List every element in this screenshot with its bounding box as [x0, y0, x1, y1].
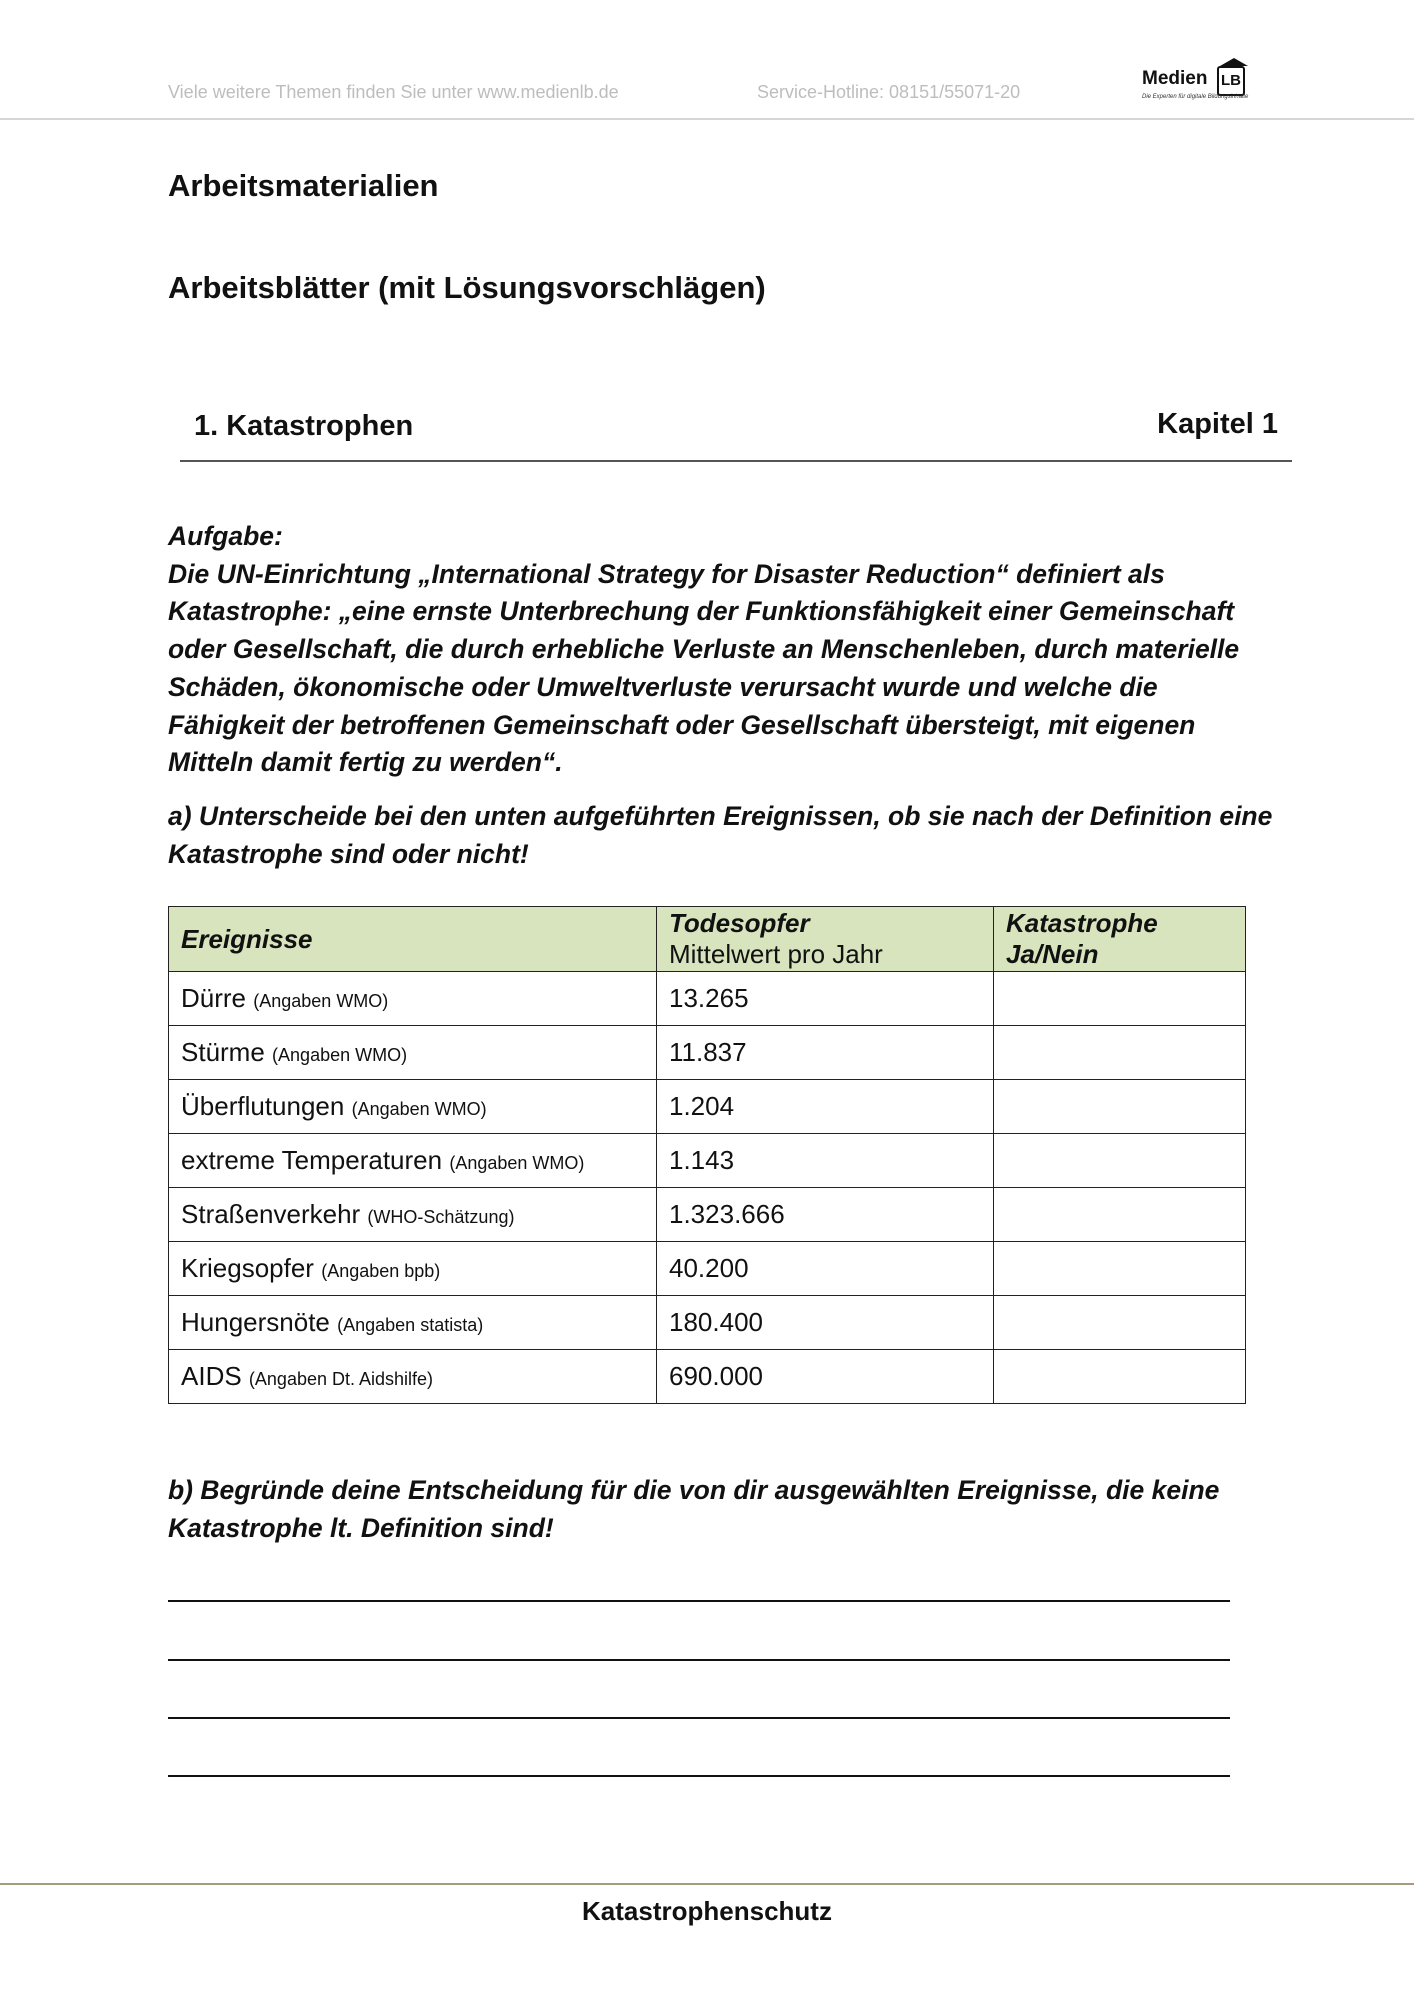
website-note: Viele weitere Themen finden Sie unter www.medienlb.de	[168, 82, 619, 102]
event-cell: Stürme (Angaben WMO)	[169, 1026, 657, 1080]
deaths-cell: 1.204	[657, 1080, 994, 1134]
event-cell: Überflutungen (Angaben WMO)	[169, 1080, 657, 1134]
deaths-cell: 1.323.666	[657, 1188, 994, 1242]
logo-wordmark: Medien	[1142, 68, 1208, 89]
page-title: Arbeitsmaterialien	[168, 168, 439, 203]
answer-cell[interactable]	[994, 972, 1246, 1026]
service-hotline: Service-Hotline: 08151/55071-20	[757, 82, 1021, 102]
medienlb-logo	[1140, 58, 1250, 108]
event-cell: Hungersnöte (Angaben statista)	[169, 1296, 657, 1350]
logo-badge: LB	[1217, 66, 1245, 96]
table-row	[169, 1242, 1246, 1296]
footer-title: Katastrophenschutz	[582, 1896, 832, 1926]
answer-cell[interactable]	[994, 1188, 1246, 1242]
table-header-row	[169, 907, 1246, 972]
table-row	[169, 1134, 1246, 1188]
graduation-cap-icon	[1220, 58, 1248, 66]
answer-cell[interactable]	[994, 1026, 1246, 1080]
chapter-bar	[180, 400, 1292, 462]
event-cell: Dürre (Angaben WMO)	[169, 972, 657, 1026]
logo-tagline: Die Experten für digitale Bildungsinhalte	[1142, 94, 1249, 100]
task-definition: Die UN-Einrichtung „International Strategy for Disaster Reduction“ definiert als Katastrophe: „eine ernste Unterbrechung der Funktionsfähigkeit einer Gemeinschaft oder Gesellschaft, die durch erhebliche Verluste an Menschenleben, durch materielle Schäden, ökonomische oder Umweltverluste verursacht wurde und welche die Fähigkeit der betroffenen Gemeinschaft oder Gesellschaft übersteigt, mit eigenen Mitteln damit fertig zu werden“.	[168, 558, 1240, 778]
deaths-cell: 11.837	[657, 1026, 994, 1080]
task-part-b: b) Begründe deine Entscheidung für die von dir ausgewählten Ereignisse, die keine Katastrophe lt. Definition sind!	[168, 1475, 1220, 1543]
answer-cell[interactable]	[994, 1296, 1246, 1350]
answer-cell[interactable]	[994, 1080, 1246, 1134]
answer-line[interactable]	[168, 1717, 1230, 1719]
deaths-cell: 1.143	[657, 1134, 994, 1188]
task-block	[168, 518, 1278, 873]
answer-cell[interactable]	[994, 1134, 1246, 1188]
header-deaths: Todesopfer Mittelwert pro Jahr	[657, 907, 994, 972]
table-row	[169, 1026, 1246, 1080]
answer-line[interactable]	[168, 1775, 1230, 1777]
chapter-label: Kapitel 1	[1157, 408, 1278, 440]
answer-line[interactable]	[168, 1659, 1230, 1661]
table-row	[169, 1296, 1246, 1350]
table-row	[169, 1350, 1246, 1404]
events-table	[168, 906, 1246, 1404]
footer-divider	[0, 1883, 1414, 1885]
chapter-title: 1. Katastrophen	[194, 410, 414, 442]
page-header	[0, 0, 1414, 120]
answer-line[interactable]	[168, 1600, 1230, 1602]
event-cell: Kriegsopfer (Angaben bpb)	[169, 1242, 657, 1296]
page-subtitle: Arbeitsblätter (mit Lösungsvorschlägen)	[168, 270, 766, 305]
task-part-a: a) Unterscheide bei den unten aufgeführten Ereignissen, ob sie nach der Definition eine Katastrophe sind oder nicht!	[168, 800, 1273, 869]
table-row	[169, 1188, 1246, 1242]
deaths-cell: 180.400	[657, 1296, 994, 1350]
event-cell: extreme Temperaturen (Angaben WMO)	[169, 1134, 657, 1188]
deaths-cell: 40.200	[657, 1242, 994, 1296]
answer-cell[interactable]	[994, 1350, 1246, 1404]
answer-cell[interactable]	[994, 1242, 1246, 1296]
table-row	[169, 1080, 1246, 1134]
deaths-cell: 13.265	[657, 972, 994, 1026]
table-row	[169, 972, 1246, 1026]
task-heading: Aufgabe:	[168, 521, 283, 551]
header-events: Ereignisse	[169, 907, 657, 972]
event-cell: AIDS (Angaben Dt. Aidshilfe)	[169, 1350, 657, 1404]
deaths-cell: 690.000	[657, 1350, 994, 1404]
event-cell: Straßenverkehr (WHO-Schätzung)	[169, 1188, 657, 1242]
header-catastrophe: Katastrophe Ja/Nein	[994, 907, 1246, 972]
